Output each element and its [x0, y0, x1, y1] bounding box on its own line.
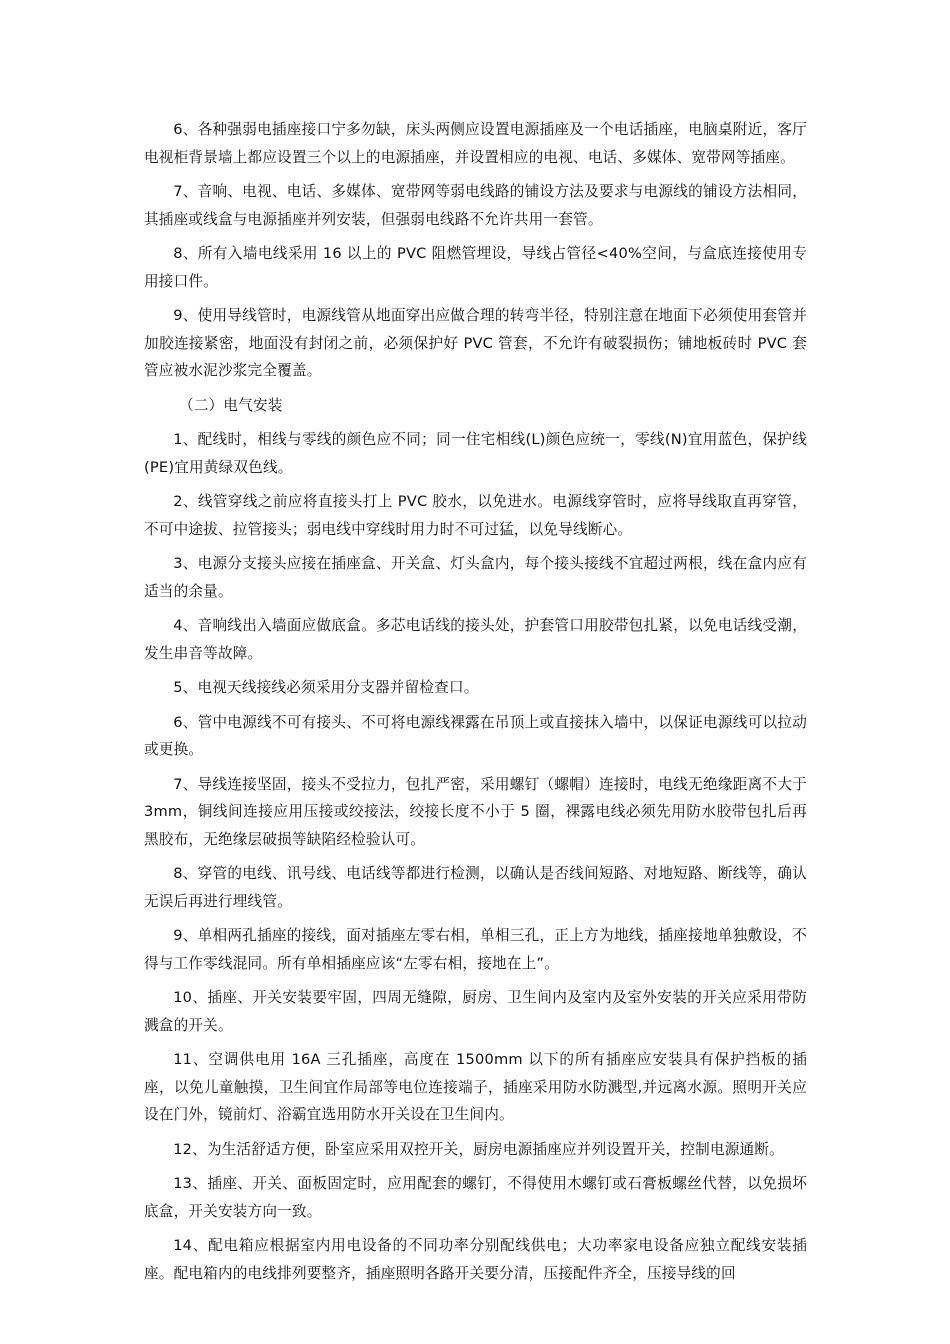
paragraph-item-9-socket-wiring: 9、单相两孔插座的接线，面对插座左零右相，单相三孔，正上方为地线，插座接地单独敷设，不得与工作零线混同。所有单相插座应该“左零右相，接地在上”。 — [144, 927, 807, 972]
paragraph-item-3-branch-joints: 3、电源分支接头应接在插座盒、开关盒、灯头盒内，每个接头接线不宜超过两根，线在盒内应有适当的余量。 — [144, 555, 807, 600]
paragraph-item-5-tv-antenna: 5、电视天线接线必须采用分支器并留检查口。 — [173, 679, 479, 696]
paragraph-item-14-distribution-box: 14、配电箱应根据室内用电设备的不同功率分别配线供电；大功率家电设备应独立配线安装插座。配电箱内的电线排列要整齐，插座照明各路开关要分清，压接配件齐全，压接导线的回 — [144, 1237, 807, 1282]
paragraph-item-10-mounting: 10、插座、开关安装要牢固，四周无缝隙，厨房、卫生间内及室内及室外安装的开关应采用带防溅盒的开关。 — [144, 989, 807, 1034]
paragraph-item-7-weak-current: 7、音响、电视、电话、多媒体、宽带网等弱电线路的铺设方法及要求与电源线的铺设方法相同，其插座或线盒与电源插座并列安装，但强弱电线路不允许共用一套管。 — [144, 183, 807, 228]
paragraph-item-12-dual-control: 12、为生活舒适方便，卧室应采用双控开关，厨房电源插座应并列设置开关，控制电源通断。 — [173, 1140, 784, 1158]
paragraph-item-9-conduit-usage: 9、使用导线管时，电源线管从地面穿出应做合理的转弯半径，特别注意在地面下必须使用套管并加胶连接紧密，地面没有封闭之前，必须保护好 PVC 管套，不允许有破裂损伤；铺地板砖时 PVC 套管应被水泥沙浆完全覆盖。 — [144, 307, 807, 379]
section-heading-electrical-installation: （二）电气安装 — [179, 396, 283, 414]
paragraph-item-8-testing: 8、穿管的电线、讯号线、电话线等都进行检测，以确认是否线间短路、对地短路、断线等，确认无误后再进行埋线管。 — [144, 865, 807, 910]
paragraph-item-4-audio-lines: 4、音响线出入墙面应做底盒。多芯电话线的接头处，护套管口用胶带包扎紧，以免电话线受潮，发生串音等故障。 — [144, 617, 807, 662]
paragraph-item-11-ac-sockets: 11、空调供电用 16A 三孔插座，高度在 1500mm 以下的所有插座应安装具有保护挡板的插座，以免儿童触摸，卫生间宜作局部等电位连接端子，插座采用防水防溅型,并远离水源。照明开关应设在门外，镜前灯、浴霸宜选用防水开关设在卫生间内。 — [144, 1051, 807, 1123]
document-page — [144, 116, 807, 1294]
paragraph-item-13-fixing-screws: 13、插座、开关、面板固定时，应用配套的螺钉，不得使用木螺钉或石膏板螺丝代替，以免损坏底盒，开关安装方向一致。 — [144, 1175, 807, 1220]
paragraph-item-2-threading: 2、线管穿线之前应将直接头打上 PVC 胶水，以免进水。电源线穿管时，应将导线取直再穿管，不可中途拔、拉管接头；弱电线中穿线时用力时不可过猛，以免导线断心。 — [144, 493, 807, 538]
paragraph-item-6-no-joints: 6、管中电源线不可有接头、不可将电源线裸露在吊顶上或直接抹入墙中，以保证电源线可以拉动或更换。 — [144, 713, 807, 758]
paragraph-item-8-pvc-conduit: 8、所有入墙电线采用 16 以上的 PVC 阻燃管埋设，导线占管径<40%空间，与盒底连接使用专用接口件。 — [144, 245, 807, 290]
paragraph-item-7-connections: 7、导线连接坚固，接头不受拉力，包扎严密，采用螺钉（螺帽）连接时，电线无绝缘距离不大于 3mm，铜线间连接应用压接或绞接法，绞接长度不小于 5 圈，裸露电线必须先用防水胶带包扎后再黑胶布，无绝缘层破损等缺陷经检验认可。 — [144, 775, 807, 848]
paragraph-item-6-sockets: 6、各种强弱电插座接口宁多勿缺，床头两侧应设置电源插座及一个电话插座，电脑桌附近，客厅电视柜背景墙上都应设置三个以上的电源插座，并设置相应的电视、电话、多媒体、宽带网等插座。 — [144, 121, 807, 166]
paragraph-item-1-wiring-colors: 1、配线时，相线与零线的颜色应不同；同一住宅相线(L)颜色应统一，零线(N)宜用蓝色，保护线(PE)宜用黄绿双色线。 — [144, 431, 807, 476]
